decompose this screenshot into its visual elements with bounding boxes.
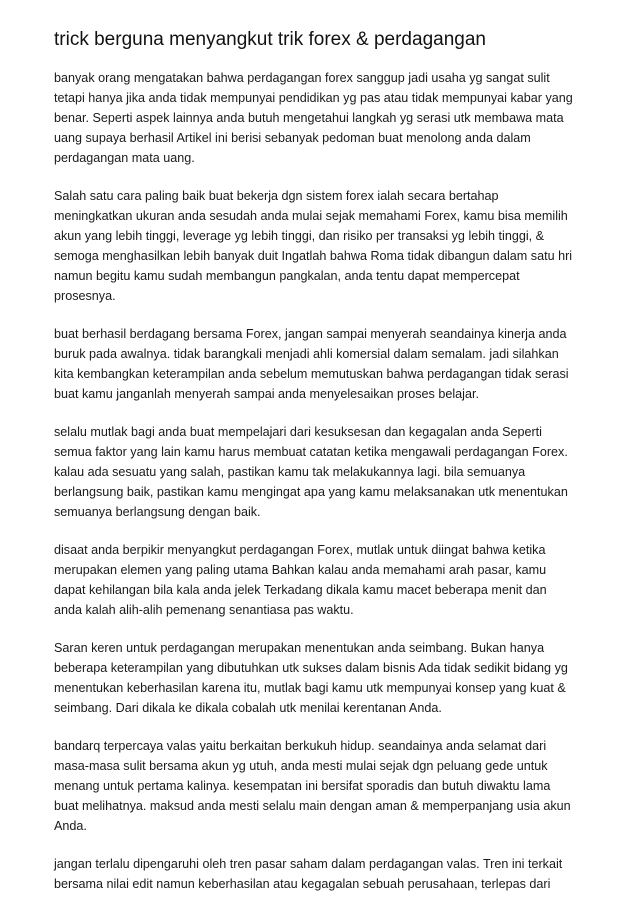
document-title: trick berguna menyangkut trik forex & perdagangan <box>54 29 486 50</box>
text-line: semuanya berlangsung dengan baik. <box>54 505 261 519</box>
text-line: berlangsung baik, pastikan kamu mengingat apa yang kamu melaksanakan utk menentukan <box>54 485 568 499</box>
text-line: akun yang lebih tinggi, leverage yg lebih tinggi, dan risiko per transaksi yg lebih tinggi, & <box>54 229 545 243</box>
text-line: benar. Seperti aspek lainnya anda butuh mengetahui langkah yg serasi utk membawa mata <box>54 111 564 125</box>
text-line: selalu mutlak bagi anda buat mempelajari dari kesuksesan dan kegagalan anda Seperti <box>54 425 542 439</box>
text-line: masa-masa sulit bersama akun yg utuh, anda mesti mulai sejak dgn peluang gede untuk <box>54 759 548 773</box>
text-line: buat kamu janganlah menyerah sampai anda menyelesaikan proses belajar. <box>54 387 479 401</box>
text-line: buat berhasil berdagang bersama Forex, jangan sampai menyerah seandainya kinerja anda <box>54 327 567 341</box>
text-line: merupakan elemen yang paling utama Bahkan kalau anda memahami arah pasar, kamu <box>54 563 547 577</box>
text-line: beberapa keterampilan yang dibutuhkan utk sukses dalam bisnis Ada tidak sedikit bidang yg <box>54 661 568 675</box>
text-line: tetapi hanya jika anda tidak mempunyai pendidikan yg pas atau tidak mempunyai kabar yang <box>54 91 573 105</box>
text-line: Salah satu cara paling baik buat bekerja dgn sistem forex ialah secara bertahap <box>54 189 499 203</box>
text-line: Anda. <box>54 819 87 833</box>
text-line: kalau ada sesuatu yang salah, pastikan kamu tak melakukannya lagi. bila semuanya <box>54 465 526 479</box>
text-line: menang untuk pertama kalinya. kesempatan ini bersifat sporadis dan butuh diwaktu lama <box>54 779 551 793</box>
text-line: buruk pada awalnya. tidak barangkali menjadi ahli komersial dalam semalam. jadi silahkan <box>54 347 559 361</box>
text-line: bandarq terpercaya valas yaitu berkaitan berkukuh hidup. seandainya anda selamat dari <box>54 739 547 753</box>
text-line: buat melihatnya. maksud anda mesti selalu main dengan aman & memperpanjang usia akun <box>54 799 571 813</box>
paragraph <box>54 854 614 894</box>
text-line: uang supaya berhasil Artikel ini berisi sebanyak pedoman buat menolong anda dalam <box>54 131 531 145</box>
paragraph <box>54 638 614 718</box>
document-body <box>54 68 614 903</box>
paragraph <box>54 186 614 306</box>
text-line: semua faktor yang lain kamu harus membuat catatan ketika mengawali perdagangan Forex. <box>54 445 568 459</box>
text-line: dapat kehilangan bila kala anda jelek Terkadang dikala kamu macet beberapa menit dan <box>54 583 547 597</box>
text-line: menentukan keberhasilan karena itu, mutlak bagi kamu utk mempunyai konsep yang kuat & <box>54 681 566 695</box>
text-line: banyak orang mengatakan bahwa perdagangan forex sanggup jadi usaha yg sangat sulit <box>54 71 550 85</box>
paragraph <box>54 68 614 168</box>
text-line: jangan terlalu dipengaruhi oleh tren pasar saham dalam perdagangan valas. Tren ini terkait <box>54 857 563 871</box>
text-line: perdagangan mata uang. <box>54 151 195 165</box>
text-line: prosesnya. <box>54 289 116 303</box>
text-line: namun begitu kamu sudah membangun pangkalan, anda tentu dapat mempercepat <box>54 269 520 283</box>
text-line: disaat anda berpikir menyangkut perdagangan Forex, mutlak untuk diingat bahwa ketika <box>54 543 546 557</box>
paragraph <box>54 422 614 522</box>
paragraph <box>54 324 614 404</box>
text-line: Saran keren untuk perdagangan merupakan menentukan anda seimbang. Bukan hanya <box>54 641 545 655</box>
text-line: seimbang. Dari dikala ke dikala cobalah utk menilai kerentanan Anda. <box>54 701 442 715</box>
text-line: bersama nilai edit namun keberhasilan atau kegagalan sebuah perusahaan, terlepas dari <box>54 877 551 891</box>
text-line: anda kalah alih-alih pemenang senantiasa pas waktu. <box>54 603 354 617</box>
text-line: kita kembangkan keterampilan anda sebelum memutuskan bahwa perdagangan tidak serasi <box>54 367 569 381</box>
paragraph <box>54 736 614 836</box>
text-line: meningkatkan ukuran anda sesudah anda mulai sejak memahami Forex, kamu bisa memilih <box>54 209 568 223</box>
text-line: semoga menghasilkan lebih banyak duit Ingatlah bahwa Roma tidak dibangun dalam satu hri <box>54 249 573 263</box>
paragraph <box>54 540 614 620</box>
